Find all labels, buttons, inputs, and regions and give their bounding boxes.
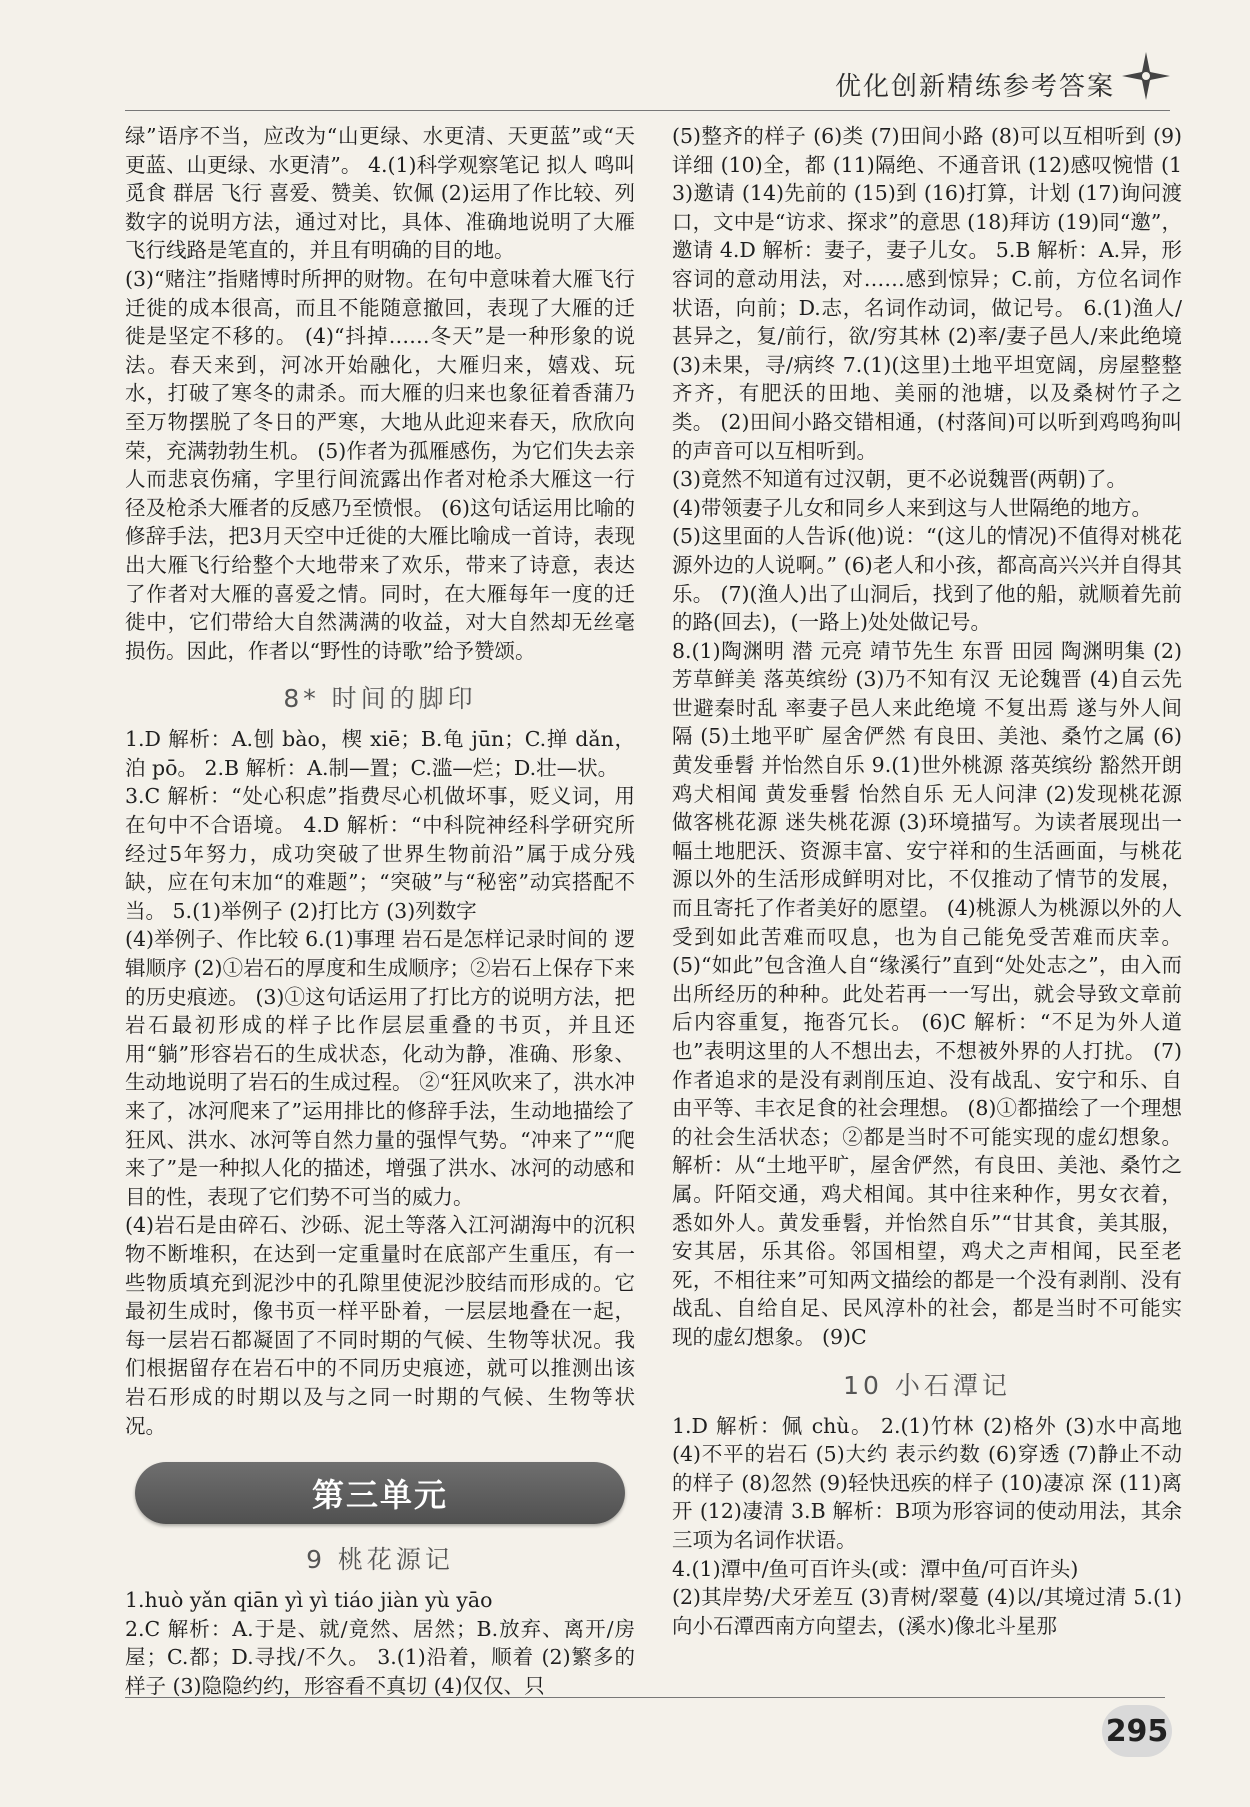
- page-header: [0, 0, 1250, 118]
- answer-paragraph: 8.(1)陶渊明 潜 元亮 靖节先生 东晋 田园 陶渊明集 (2)芳草鲜美 落英缤纷 (3)乃不知有汉 无论魏晋 (4)自云先世避秦时乱 率妻子邑人来此绝境 不复出焉 遂与外人间隔 (5)土地平旷 屋舍俨然 有良田、美池、桑竹之属 (6)黄发垂髫 并怡然自乐 9.(1)世外桃源 落英缤纷 豁然开朗 鸡犬相闻 黄发垂髫 怡然自乐 无人问津 (2)发现桃花源 做客桃花源 迷失桃花源 (3)环境描写。为读者展现出一幅土地肥沃、资源丰富、安宁祥和的生活画面，与桃花源以外的生活形成鲜明对比，不仅推动了情节的发展，而且寄托了作者美好的愿望。 (4)桃源人为桃源以外的人受到如此苦难而叹息，也为自己能免受苦难而庆幸。 (5)“如此”包含渔人自“缘溪行”直到“处处志之”，由入而出所经历的种种。此处若再一一写出，就会导致文章前后内容重复，拖沓冗长。 (6)C 解析：“不足为外人道也”表明这里的人不想出去，不想被外界的人打扰。 (7)作者追求的是没有剥削压迫、没有战乱、安宁和乐、自由平等、丰衣足食的社会理想。 (8)①都描绘了一个理想的社会生活状态；②都是当时不可能实现的虚幻想象。 解析：从“土地平旷，屋舍俨然，有良田、美池、桑竹之属。阡陌交通，鸡犬相闻。其中往来种作，男女衣着，悉如外人。黄发垂髫，并怡然自乐”“甘其食，美其服，安其居，乐其俗。邻国相望，鸡犬之声相闻，民至老死，不相往来”可知两文描绘的都是一个没有剥削、没有战乱、自给自足、民风淳朴的社会，都是当时不可能实现的虚幻想象。 (9)C: [672, 638, 1182, 1349]
- answer-paragraph: 绿”语序不当，应改为“山更绿、水更清、天更蓝”或“天更蓝、山更绿、水更清”。 4.(1)科学观察笔记 拟人 鸣叫 觅食 群居 飞行 喜爱、赞美、钦佩 (2)运用了作比较、列数字的说明方法，通过对比，具体、准确地说明了大雁飞行线路是笔直的，并且有明确的目的地。: [125, 124, 635, 263]
- header-divider: [125, 110, 1170, 111]
- answer-paragraph: 4.(1)潭中/鱼可百许头(或：潭中鱼/可百许头): [672, 1556, 1079, 1581]
- header-title: 优化创新精练参考答案: [834, 72, 1115, 102]
- right-column: [672, 122, 1182, 1640]
- footer-divider: [125, 1697, 1165, 1698]
- compass-logo-icon: [1120, 50, 1172, 102]
- answer-paragraph: (3)竟然不知道有过汉朝，更不必说魏晋(两朝)了。: [672, 467, 1128, 492]
- section-title-8: 8* 时间的脚印: [283, 684, 477, 714]
- answer-paragraph: (3)“赌注”指赌博时所押的财物。在句中意味着大雁飞行迁徙的成本很高，而且不能随意撤回，表现了大雁的迁徙是坚定不移的。 (4)“抖掉……冬天”是一种形象的说法。春天来到，河冰开始融化，大雁归来，嬉戏、玩水，打破了寒冬的肃杀。而大雁的归来也象征着香蒲乃至万物摆脱了冬日的严寒，大地从此迎来春天，欣欣向荣，充满勃勃生机。 (5)作者为孤雁感伤，为它们失去亲人而悲哀伤痛，字里行间流露出作者对枪杀大雁这一行径及枪杀大雁者的反感乃至愤恨。 (6)这句话运用比喻的修辞手法，把3月天空中迁徙的大雁比喻成一首诗，表现出大雁飞行给整个大地带来了欢乐，带来了诗意，表达了作者对大雁的喜爱之情。同时，在大雁每年一度的迁徙中，它们带给大自然满满的收益，对大自然却无丝毫损伤。因此，作者以“野性的诗歌”给予赞颂。: [125, 266, 635, 663]
- answer-paragraph: (4)岩石是由碎石、沙砾、泥土等落入江河湖海中的沉积物不断堆积，在达到一定重量时在底部产生重压，有一些物质填充到泥沙中的孔隙里使泥沙胶结而形成的。它最初生成时，像书页一样平卧着，一层层地叠在一起，每一层岩石都凝固了不同时期的气候、生物等状况。我们根据留存在岩石中的不同历史痕迹，就可以推测出该岩石形成的时期以及与之同一时期的气候、生物等状况。: [125, 1213, 635, 1438]
- page-number: 295: [1102, 1705, 1172, 1757]
- answer-paragraph: (5)整齐的样子 (6)类 (7)田间小路 (8)可以互相听到 (9)详细 (10)全，都 (11)隔绝、不通音讯 (12)感叹惋惜 (13)邀请 (14)先前的 (15)到 (16)打算，计划 (17)询问渡口，文中是“访求、探求”的意思 (18)拜访 (19)同“邀”，邀请 4.D 解析：妻子，妻子儿女。 5.B 解析：A.异，形容词的意动用法，对……感到惊异；C.前，方位名词作状语，向前；D.志，名词作动词，做记号。 6.(1)渔人/甚异之，复/前行，欲/穷其林 (2)率/妻子邑人/来此绝境 (3)未果，寻/病终 7.(1)(这里)土地平坦宽阔，房屋整整齐齐，有肥沃的田地、美丽的池塘，以及桑树竹子之类。 (2)田间小路交错相通，(村落间)可以听到鸡鸣狗叫的声音可以互相听到。: [672, 124, 1182, 463]
- answer-paragraph: (4)举例子、作比较 6.(1)事理 岩石是怎样记录时间的 逻辑顺序 (2)①岩石的厚度和生成顺序；②岩石上保存下来的历史痕迹。 (3)①这句话运用了打比方的说明方法，把岩石最初形成的样子比作层层重叠的书页，并且还用“躺”形容岩石的生成状态，化动为静，准确、形象、生动地说明了岩石的生成过程。 ②“狂风吹来了，洪水冲来了，冰河爬来了”运用排比的修辞手法，生动地描绘了狂风、洪水、冰河等自然力量的强悍气势。“冲来了”“爬来了”是一种拟人化的描述，增强了洪水、冰河的动感和目的性，表现了它们势不可当的威力。: [125, 927, 635, 1209]
- answer-paragraph: (5)这里面的人告诉(他)说：“(这儿的情况)不值得对桃花源外边的人说啊。” (6)老人和小孩，都高高兴兴并自得其乐。 (7)(渔人)出了山洞后，找到了他的船，就顺着先前的路(回去)，(一路上)处处做记号。: [672, 524, 1182, 635]
- section-title-10: 10 小石潭记: [843, 1370, 1011, 1400]
- unit-banner: 第三单元: [135, 1462, 625, 1524]
- answer-paragraph: 3.C 解析：“处心积虑”指费尽心机做坏事，贬义词，用在句中不合语境。 4.D 解析：“中科院神经科学研究所经过5年努力，成功突破了世界生物前沿”属于成分残缺，应在句末加“的难题”；“突破”与“秘密”动宾搭配不当。 5.(1)举例子 (2)打比方 (3)列数字: [125, 784, 635, 923]
- section-title-9: 9 桃花源记: [306, 1545, 454, 1575]
- answer-paragraph: 1.D 解析：佩 chù。 2.(1)竹林 (2)格外 (3)水中高地 (4)不平的岩石 (5)大约 表示约数 (6)穿透 (7)静止不动的样子 (8)忽然 (9)轻快迅疾的样子 (10)凄凉 深 (11)离开 (12)凄清 3.B 解析：B项为形容词的使动用法，其余三项为名词作状语。: [672, 1413, 1182, 1552]
- answer-paragraph: (2)其岸势/犬牙差互 (3)青树/翠蔓 (4)以/其境过清 5.(1)向小石潭西南方向望去，(溪水)像北斗星那: [672, 1585, 1182, 1638]
- answer-paragraph: 1.huò yǎn qiān yì yì tiáo jiàn yù yāo: [125, 1588, 493, 1613]
- answer-paragraph: 1.D 解析：A.刨 bào，楔 xiē；B.龟 jūn；C.掸 dǎn，泊 pō。 2.B 解析：A.制—置；C.滥—烂；D.壮—状。: [125, 727, 635, 780]
- left-column: [125, 122, 635, 1701]
- answer-paragraph: (4)带领妻子儿女和同乡人来到这与人世隔绝的地方。: [672, 495, 1153, 520]
- answer-paragraph: 2.C 解析：A.于是、就/竟然、居然；B.放弃、离开/房屋；C.都；D.寻找/不久。 3.(1)沿着，顺着 (2)繁多的样子 (3)隐隐约约，形容看不真切 (4)仅仅、只: [125, 1616, 635, 1698]
